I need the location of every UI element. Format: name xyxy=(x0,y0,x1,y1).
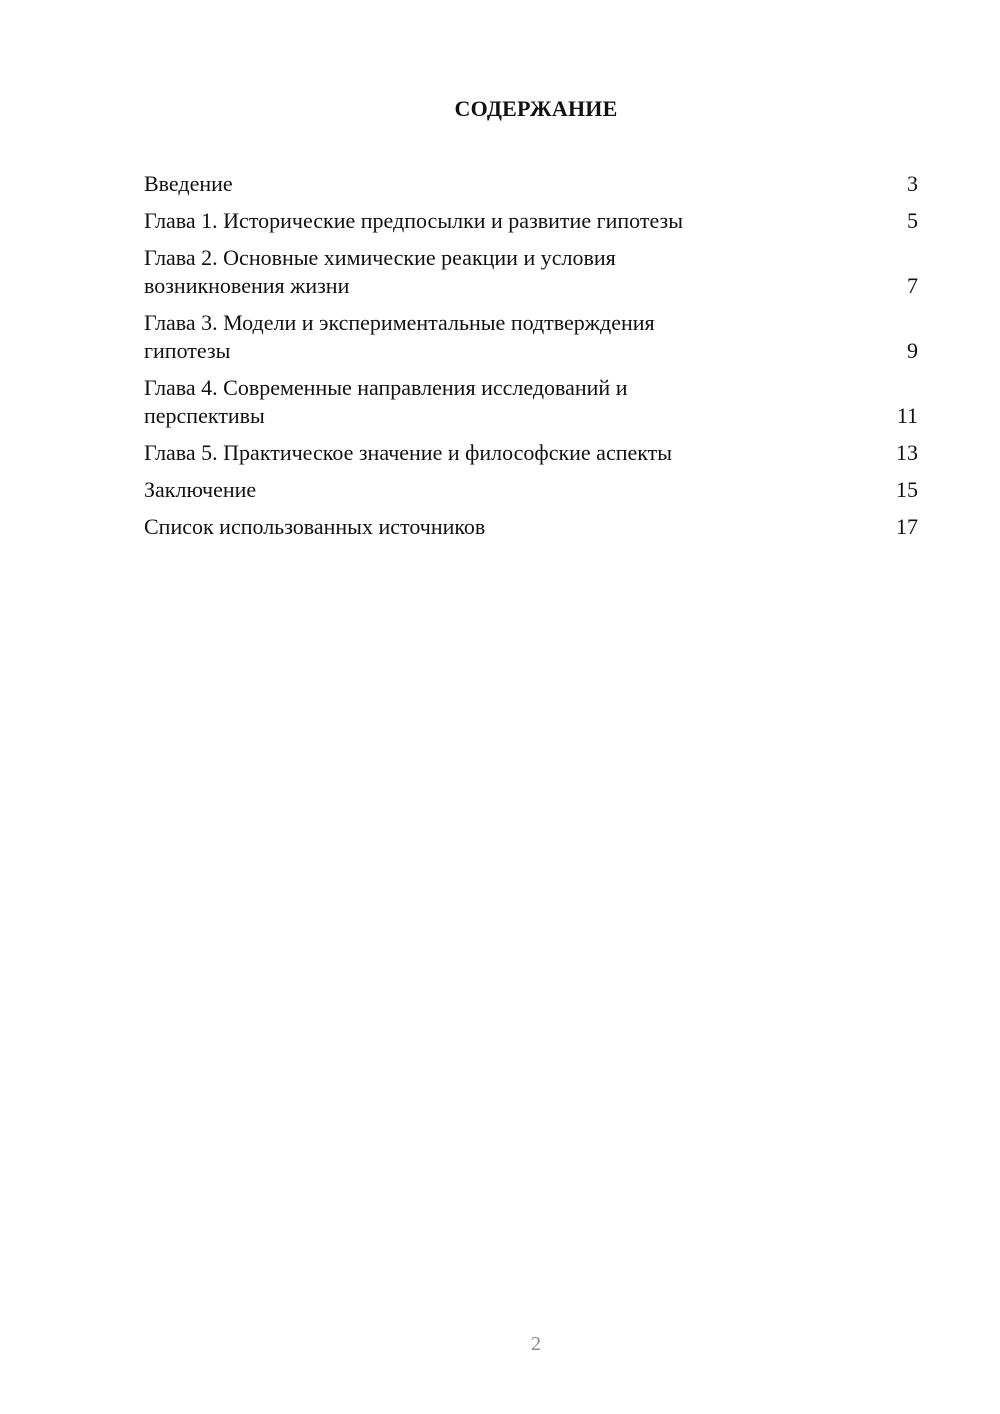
table-of-contents xyxy=(144,170,918,550)
toc-item-conclusion[interactable] xyxy=(144,476,918,504)
toc-item-label: Заключение xyxy=(144,477,257,502)
toc-item-chapter-1[interactable] xyxy=(144,207,918,235)
toc-item-page-number: 7 xyxy=(907,273,918,298)
toc-item-label: Список использованных источников xyxy=(144,514,486,539)
toc-item-label: Глава 3. Модели и экспериментальные подтверждения гипотезы xyxy=(144,310,655,363)
page-number: 2 xyxy=(531,1333,541,1355)
toc-item-page-number: 3 xyxy=(907,171,918,196)
toc-item-page-number: 9 xyxy=(907,338,918,363)
toc-item-chapter-3[interactable] xyxy=(144,309,918,365)
toc-item-label: Глава 2. Основные химические реакции и условия возникновения жизни xyxy=(144,245,616,298)
toc-item-label: Глава 4. Современные направления исследований и перспективы xyxy=(144,375,628,428)
toc-item-references[interactable] xyxy=(144,513,918,541)
toc-item-page-number: 17 xyxy=(896,514,918,539)
toc-item-chapter-5[interactable] xyxy=(144,439,918,467)
toc-item-label: Глава 1. Исторические предпосылки и развитие гипотезы xyxy=(144,208,683,233)
toc-item-page-number: 13 xyxy=(896,440,918,465)
toc-item-page-number: 11 xyxy=(896,403,918,428)
toc-item-chapter-2[interactable] xyxy=(144,244,918,300)
toc-item-label: Глава 5. Практическое значение и философские аспекты xyxy=(144,440,673,465)
toc-item-chapter-4[interactable] xyxy=(144,374,918,430)
toc-item-label: Введение xyxy=(144,171,233,196)
toc-item-introduction[interactable] xyxy=(144,170,918,198)
toc-item-page-number: 15 xyxy=(896,477,918,502)
toc-item-page-number: 5 xyxy=(907,208,918,233)
page-title: СОДЕРЖАНИЕ xyxy=(454,96,618,121)
